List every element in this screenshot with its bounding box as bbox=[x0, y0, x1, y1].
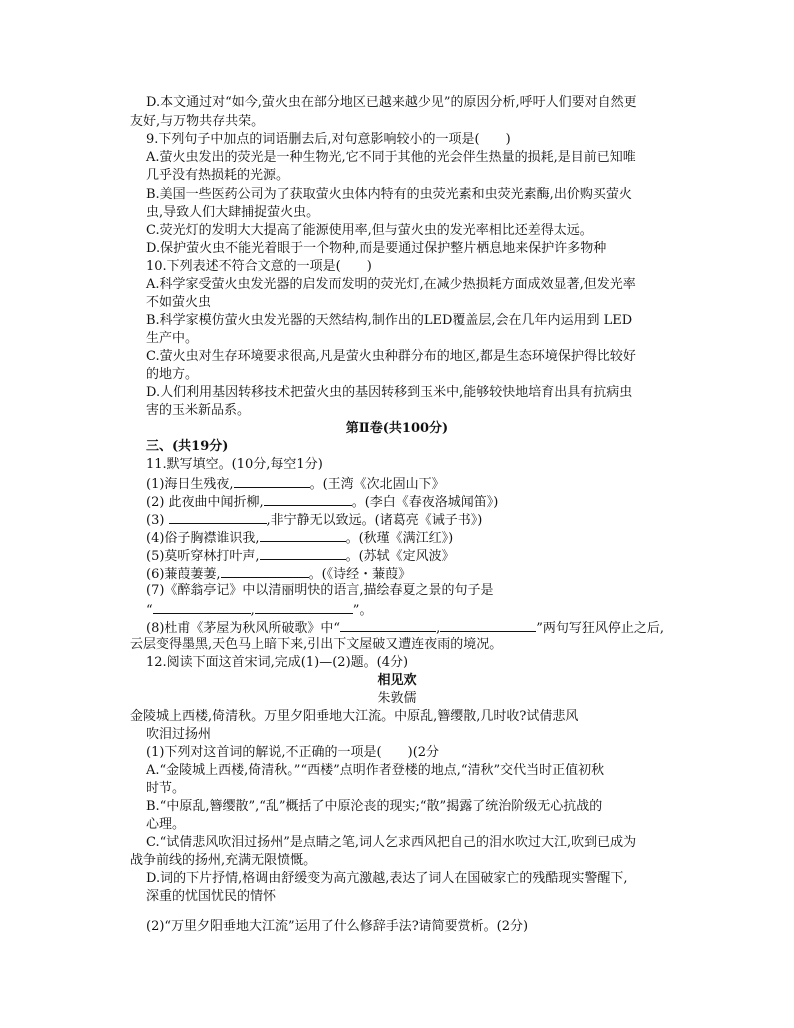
q11-item-2-prefix: (2) 此夜曲中闻折柳, bbox=[146, 495, 264, 510]
q11-item-5 bbox=[146, 546, 455, 564]
q12-option-b-line2: 心理。 bbox=[146, 817, 186, 832]
q11-item-8-comma: , bbox=[436, 621, 441, 636]
q10-stem: 10.下列表述不符合文意的一项是( ) bbox=[146, 259, 372, 274]
q9-option-b-line1: B.美国一些医药公司为了获取萤火虫体内特有的虫荧光素和虫荧光素酶,出价购买萤火 bbox=[146, 187, 632, 202]
q9-option-c: C.荧光灯的发明大大提高了能源使用率,但与萤火虫的发光率相比还差得太远。 bbox=[146, 223, 593, 238]
q11-item-2-suffix: 。(李白《春夜洛城闻笛》) bbox=[351, 495, 499, 510]
q8-option-d-line2: 友好,与万物共存共荣。 bbox=[130, 114, 265, 129]
q12-option-d-line1: D.词的下片抒情,格调由舒缓变为高亢激越,表达了词人在国破家亡的残酷现实警醒下, bbox=[146, 871, 628, 886]
q11-item-2 bbox=[146, 492, 498, 510]
q10-option-d-line2: 害的玉米新品系。 bbox=[146, 403, 251, 418]
q11-item-4-suffix: 。(秋瑾《满江红》) bbox=[345, 531, 454, 546]
q11-item-7-blank-2[interactable] bbox=[255, 600, 353, 614]
q11-item-7-close-quote: ”。 bbox=[352, 603, 373, 618]
q11-item-5-suffix: 。(苏轼《定风波》 bbox=[345, 549, 455, 564]
q8-option-d-line1: D.本文通过对“如今,萤火虫在部分地区已越来越少见”的原因分析,呼吁人们要对自然更 bbox=[146, 95, 637, 110]
q11-item-2-blank[interactable] bbox=[264, 492, 352, 506]
q12-sub2-stem: (2)“万里夕阳垂地大江流”运用了什么修辞手法?请简要赏析。(2分) bbox=[146, 919, 529, 934]
q11-item-3-suffix: ,非宁静无以致远。(诸葛亮《诫子书》) bbox=[266, 513, 483, 528]
poem-line-1: 金陵城上西楼,倚清秋。万里夕阳垂地大江流。中原乱,簪缨散,几时收?试倩悲风 bbox=[130, 709, 579, 724]
q12-option-c-line1: C.“试倩悲风吹泪过扬州”是点睛之笔,词人乞求西风把自己的泪水吹过大江,吹到已成为 bbox=[146, 835, 637, 850]
q9-stem: 9.下列句子中加点的词语删去后,对句意影响较小的一项是( ) bbox=[146, 132, 511, 147]
q11-item-7-comma: , bbox=[250, 603, 255, 618]
q10-option-b-line1: B.科学家模仿萤火虫发光器的天然结构,制作出的LED覆盖层,会在几年内运用到 LED bbox=[146, 313, 633, 328]
q12-option-b-line1: B.“中原乱,簪缨散”,“乱”概括了中原沦丧的现实;“散”揭露了统治阶级无心抗战的 bbox=[146, 799, 603, 814]
q10-option-b-line2: 生产中。 bbox=[146, 331, 199, 346]
q11-item-4-blank[interactable] bbox=[260, 528, 346, 542]
q10-option-d-line1: D.人们利用基因转移技术把萤火虫的基因转移到玉米中,能够较快地培育出具有抗病虫 bbox=[146, 385, 633, 400]
q11-item-5-prefix: (5)莫听穿林打叶声, bbox=[146, 549, 260, 564]
poem-line-2: 吹泪过扬州 bbox=[146, 727, 212, 742]
q11-item-1-prefix: (1)海日生残夜, bbox=[146, 477, 234, 492]
q11-item-7-answer bbox=[146, 600, 372, 618]
q11-item-4 bbox=[146, 528, 453, 546]
q11-item-6 bbox=[146, 564, 411, 582]
q12-option-a-line1: A.“金陵城上西楼,倚清秋。”“西楼”点明作者登楼的地点,“清秋”交代当时正值初秋 bbox=[146, 763, 605, 778]
q12-option-a-line2: 时节。 bbox=[146, 781, 186, 796]
q11-item-8 bbox=[146, 618, 664, 636]
poem-title: 相见欢 bbox=[377, 673, 417, 688]
q11-item-8-suffix: ”两句写狂风停止之后, bbox=[536, 621, 664, 636]
q10-option-a-line1: A.科学家受萤火虫发光器的启发而发明的荧光灯,在减少热损耗方面成效显著,但发光率 bbox=[146, 277, 636, 292]
q11-item-7-blank-1[interactable] bbox=[153, 600, 251, 614]
q10-option-c-line2: 的地方。 bbox=[146, 367, 199, 382]
q9-option-a-line2: 几乎没有热损耗的光源。 bbox=[146, 168, 290, 183]
q11-item-8-prefix: (8)杜甫《茅屋为秋风所破歌》中“ bbox=[146, 621, 341, 636]
q9-option-b-line2: 虫,导致人们大肆捕捉萤火虫。 bbox=[146, 205, 320, 220]
q12-option-d-line2: 深重的忧国忧民的情怀 bbox=[146, 889, 277, 904]
q11-item-6-suffix: 。(《诗经・蒹葭》 bbox=[308, 567, 412, 582]
q11-item-3 bbox=[146, 510, 482, 528]
q12-sub1-stem: (1)下列对这首词的解说,不正确的一项是( )(2分 bbox=[146, 745, 440, 760]
q11-item-4-prefix: (4)俗子胸襟谁识我, bbox=[146, 531, 260, 546]
q11-stem: 11.默写填空。(10分,每空1分) bbox=[146, 457, 323, 472]
q11-item-3-prefix: (3) bbox=[146, 513, 169, 528]
q11-item-3-blank[interactable] bbox=[169, 510, 267, 524]
q9-option-d: D.保护萤火虫不能光着眼于一个物种,而是要通过保护整片栖息地来保护许多物种 bbox=[146, 241, 607, 256]
q12-option-c-line2: 战争前线的扬州,充满无限愤慨。 bbox=[130, 853, 317, 868]
q11-item-8-blank-2[interactable] bbox=[440, 618, 536, 632]
poem-author: 朱敦儒 bbox=[377, 691, 417, 706]
q11-item-7-open-quote: “ bbox=[146, 603, 153, 618]
q11-item-8-line2: 云层变得墨黑,天色马上暗下来,引出下文屋破又遭连夜雨的境况。 bbox=[130, 637, 503, 652]
section-three-heading: 三、(共19分) bbox=[146, 439, 229, 454]
section-title: 第Ⅱ卷(共100分) bbox=[345, 421, 449, 436]
q11-item-1 bbox=[146, 474, 445, 492]
q10-option-a-line2: 不如萤火虫 bbox=[146, 295, 212, 310]
q11-item-6-prefix: (6)蒹葭萋萋, bbox=[146, 567, 221, 582]
q11-item-6-blank[interactable] bbox=[221, 564, 309, 578]
q11-item-5-blank[interactable] bbox=[260, 546, 346, 560]
q11-item-1-blank[interactable] bbox=[234, 474, 310, 488]
q12-stem: 12.阅读下面这首宋词,完成(1)—(2)题。(4分) bbox=[146, 655, 409, 670]
q11-item-7: (7)《醉翁亭记》中以清丽明快的语言,描绘春夏之景的句子是 bbox=[146, 583, 494, 598]
q9-option-a-line1: A.萤火虫发出的荧光是一种生物光,它不同于其他的光会伴生热量的损耗,是目前已知唯 bbox=[146, 150, 636, 165]
q10-option-c-line1: C.萤火虫对生存环境要求很高,凡是萤火虫种群分布的地区,都是生态环境保护得比较好 bbox=[146, 349, 636, 364]
q11-item-1-suffix: 。(王湾《次北固山下》 bbox=[309, 477, 445, 492]
q11-item-8-blank-1[interactable] bbox=[340, 618, 436, 632]
